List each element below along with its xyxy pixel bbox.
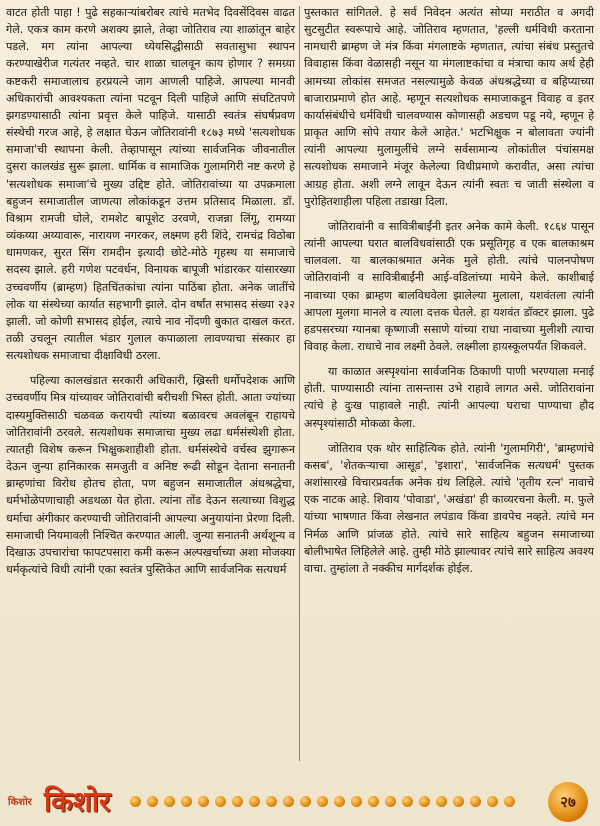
dot-icon <box>453 796 464 807</box>
page-footer <box>0 778 600 826</box>
dot-icon <box>368 796 379 807</box>
magazine-logo <box>8 784 138 818</box>
dot-icon <box>317 796 328 807</box>
dot-icon <box>334 796 345 807</box>
decorative-dots <box>130 796 515 807</box>
column-divider <box>299 6 300 761</box>
dot-icon <box>147 796 158 807</box>
dot-icon <box>436 796 447 807</box>
right-column <box>304 4 594 577</box>
dot-icon <box>266 796 277 807</box>
dot-icon <box>283 796 294 807</box>
dot-icon <box>198 796 209 807</box>
dot-icon <box>351 796 362 807</box>
dot-icon <box>215 796 226 807</box>
dot-icon <box>181 796 192 807</box>
dot-icon <box>232 796 243 807</box>
dot-icon <box>300 796 311 807</box>
left-column <box>6 4 295 578</box>
page-number-badge: २७ <box>548 782 588 822</box>
dot-icon <box>130 796 141 807</box>
dot-icon <box>419 796 430 807</box>
dot-icon <box>164 796 175 807</box>
dot-icon <box>470 796 481 807</box>
paragraph: पुस्तकात सांगितले. हे सर्व निवेदन अत्यंत सोप्या मराठीत व अगदी सुटसुटीत स्वरूपाचे आहे. जोतिराव म्हणतात, 'हल्ली धर्मविधी करताना नामधारी ब्राम्हण जे मंत्र किंवा मंगलाष्टके म्हणतात, त्यांचा संबंध प्रस्तुतचे विवाहास किंवा वेळासही नसून या मंगलाष्टकांचा व मंत्राचा काय अर्थ हेही आमच्या लोकांस समजत नसल्यामुळे केवळ अंधश्रद्धेच्या व बहिप्याच्या बाजाराप्रमाणे होत आहे. म्हणून सत्यशोधक समाजाकडून विवाह व इतर कार्यासंबंधीचे धर्मविधी चालवण्यास कोणासही अडचण पडू नये, म्हणून हे प्राकृत आणि सोपे तयार केले आहेत.' भटभिक्षुक न बोलावता ज्यांनी त्यांनी आपल्या मुलामुलींचे लग्ने सर्वसामान्य लोकांतील पंचांसमक्ष सत्यशोधक समाजाने मंजूर केलेल्या विधीप्रमाणे करावीत, असा त्यांचा आग्रह होता. अशी लग्ने लावून देऊन त्यांनी स्वतः च जाती संस्थेला व पुरोहितशाहीला पहिला तडाखा दिला. <box>304 6 594 208</box>
paragraph: जोतिरावांनी व सावित्रीबाईंनी इतर अनेक कामे केली. १८६४ पासून त्यांनी आपल्या घरात बालविधवांसाठी एक प्रसूतिगृह व एक बालकाश्रम चालवला. या बालकाश्रमात अनेक मुले होती. त्यांचे पालनपोषण जोतिरावांनी व सावित्रीबाईंनी आई-वडिलांच्या मायेने केले. काशीबाई नावाच्या एका ब्राम्हण बालविधवेला झालेल्या मुलाला, यशवंतला त्यांनी आपला मुलगा मानले व त्याला दत्तक घेतले. हा यशवंत डॉक्टर झाला. पुढे हडपसरच्या ग्यानबा कृष्णाजी ससाणे यांच्या राधा नावाच्या मुलीशी त्याचा विवाह केला. राधाचे नाव लक्ष्मी ठेवले. लक्ष्मीला हायस्कूलपर्यंत शिकवले. <box>304 219 594 353</box>
dot-icon <box>504 796 515 807</box>
logo-small-text: किशोर <box>8 797 32 808</box>
dot-icon <box>249 796 260 807</box>
logo-title: किशोर <box>44 785 111 818</box>
paragraph: जोतिराव एक थोर साहित्यिक होते. त्यांनी 'गुलामगिरी', 'ब्राम्हणांचे कसब', 'शेतकऱ्याचा आसूड', 'इशारा', 'सार्वजनिक सत्यधर्म' पुस्तक अशांसारखे विचारप्रवर्तक अनेक ग्रंथ लिहिले. त्यांचे 'तृतीय रत्न' नावाचे एक नाटक आहे. शिवाय 'पोवाडा', 'अखंडा' ही काव्यरचना केली. म. फुले यांच्या भाषणात किंवा लेखनात लपंडाव किंवा डावपेच नव्हते. त्यांचे मन निर्मळ आणि प्रांजळ होते. त्यांचे सारे साहित्य बहुजन समाजाच्या बोलीभाषेत लिहिलेले आहे. तुम्ही मोठे झाल्यावर त्यांचे सारे साहित्य अवश्य वाचा. तुम्हांला ते नक्कीच मार्गदर्शक होईल. <box>304 441 594 575</box>
paragraph: या काळात अस्पृश्यांना सार्वजनिक ठिकाणी पाणी भरण्याला मनाई होती. पाण्यासाठी त्यांना तासन्तास उभे राहावे लागत असे. जोतिरावांना त्यांचे हे दुःख पाहावले नाही. त्यांनी आपल्या घराचा पाण्याचा हौद अस्पृश्यांसाठी मोकळा केला. <box>304 365 594 430</box>
paragraph: वाटत होती पाहा ! पुढे सहकाऱ्यांबरोबर त्यांचे मतभेद दिवसेंदिवस वाढत गेले. एकत्र काम करणे अशक्य झाले, तेव्हा जोतिराव त्या शाळांतून बाहेर पडले. मग त्यांना आपल्या ध्येयसिद्धीसाठी सवतासुभा स्थापन करण्याखेरीज गत्यंतर नव्हते. चार शाळा चालवून काय होणार ? समग्र्या कष्टकरी समाजालाच हरप्रयत्ने जाग आणली पाहिजे. आपल्या मानवी अधिकारांची आवश्यकता त्यांना पटवून दिली पाहिजे आणि संघटितपणे झगडण्यासाठी त्यांना प्रवृत्त केले पाहिजे. यासाठी स्वतंत्र संघर्षप्रवण संस्थेची गरज आहे, हे लक्षात घेऊन जोतिरावांनी १८७३ मध्ये 'सत्यशोधक समाजा'ची स्थापना केली. तेव्हापासून त्यांच्या सार्वजनिक जीवनातील दुसरा कालखंड सुरू झाला. धार्मिक व सामाजिक गुलामगिरी नष्ट करणे हे 'सत्यशोधक समाजा'चे मुख्य उद्दिष्ट होते. जोतिरावांच्या या उपक्रमाला बहुजन समाजातील जाणत्या लोकांकडून उत्तम प्रतिसाद मिळाला. डॉ. विश्राम रामजी घोले, रामशेट बापूशेट उरवणे, राजन्ना लिंगू, रामय्या व्यंकय्या अय्यावारू, नारायण नगरकर, लक्ष्मण हरी शिंदे, रामचंद्र विठोबा धामणकर, सुरत सिंग रामदीन इत्यादी छोटे-मोठे गृहस्थ या समाजाचे सदस्य झाले. हरी गणेश पटवर्धन, विनायक बापूजी भांडारकर यांसारख्या उच्चवर्णीय (ब्राम्हण) हितचिंतकांचा त्यांना पाठिंबा होता. अनेक जातींचे लोक या संस्थेच्या कार्यात सहभागी झाले. दोन वर्षांत सभासद संख्या २३२ झाली. जो कोणी सभासद होईल, त्याचे नाव नोंदणी बुकात दाखल करत. तळी उचलून त्यातील भंडार गुलाल कपाळाला लावण्याचा संस्कार हा सत्यशोधक समाजाचा दीक्षाविधी ठरला. <box>6 6 295 363</box>
paragraph: पहिल्या कालखंडात सरकारी अधिकारी, ख्रिस्ती धर्मोपदेशक आणि उच्चवर्णीय मित्र यांच्यावर जोतिरावांची बरीचशी भिस्त होती. आता ज्यांच्या दास्यमुक्तिसाठी चळवळ करायची त्यांच्या बळावरच अवलंबून राहायचे जोतिरावांनी ठरवले. सत्यशोधक समाजाचा मुख्य लढा धर्मसंस्थेशी होता. त्यातही विशेष करून भिक्षुकशाहीशी होता. धर्मसंस्थेचे वर्चस्व झुगारून देऊन जुन्या हानिकारक समजुती व अनिष्ट रूढी सोडून देताना सनातनी ब्राम्हणांचा विरोध होतच होता, पण बहुजन समाजातील अंधश्रद्धेचा, धर्मभोळेपणाचाही अडथळा येत होता. त्यांना तोंड देऊन सत्याच्या विशुद्ध धर्माचा अंगीकार करण्याची जोतिरावांनी आपल्या अनुयायांना प्रेरणा दिली. समाजाची नियमावली निश्चित करण्यात आली. जुन्या सनातनी अर्थशून्य व दिखाऊ उपचारांचा फापटपसारा कमी करून अल्पखर्चाच्या अशा मोजक्या धर्मकृत्यांचे विधी त्यांनी एका स्वतंत्र पुस्तिकेत आणि सार्वजनिक सत्यधर्म <box>6 374 295 576</box>
dot-icon <box>385 796 396 807</box>
dot-icon <box>402 796 413 807</box>
dot-icon <box>487 796 498 807</box>
